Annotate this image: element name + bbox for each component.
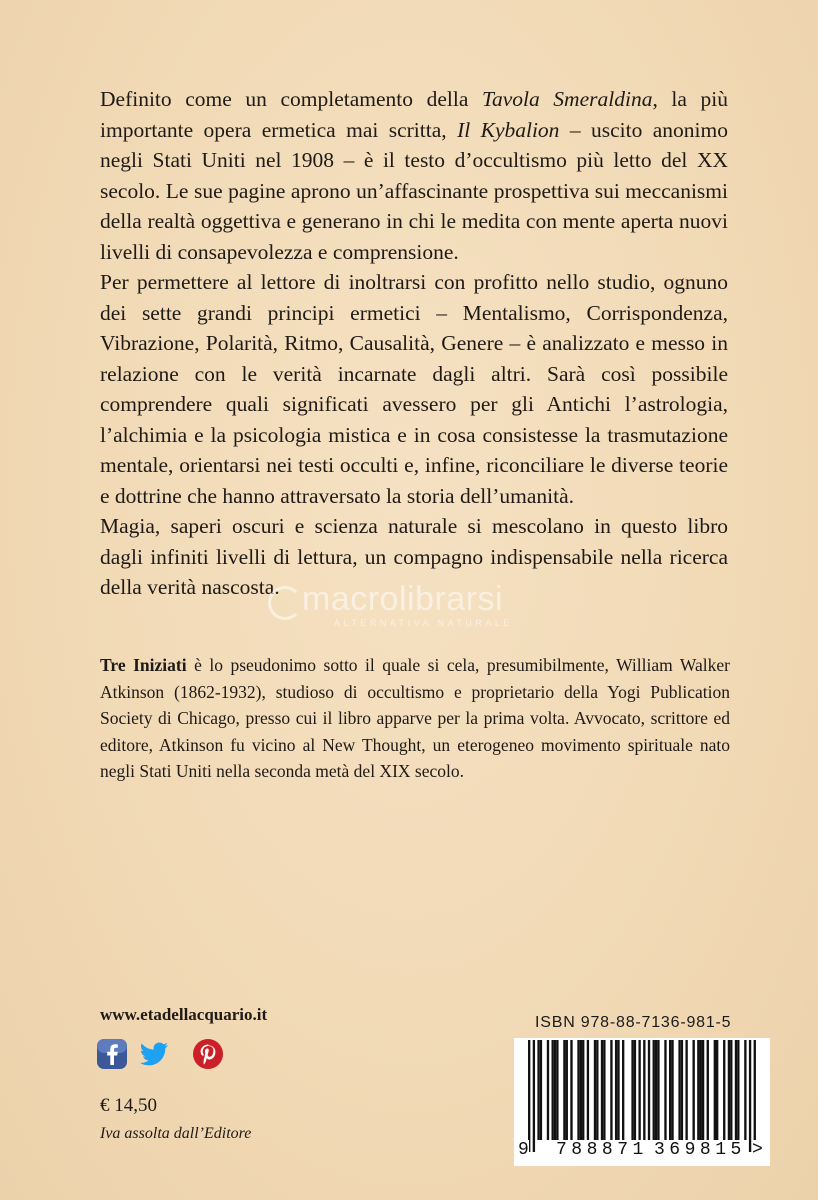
barcode-bar	[617, 1040, 619, 1140]
pinterest-icon[interactable]	[192, 1038, 224, 1070]
watermark-tagline: ALTERNATIVA NATURALE	[334, 618, 513, 628]
author-name: Tre Iniziati	[100, 655, 187, 675]
barcode-bar	[700, 1040, 702, 1140]
barcode-bar	[744, 1040, 746, 1140]
barcode-bars	[514, 1040, 770, 1152]
barcode-bar	[697, 1040, 699, 1140]
barcode-bar	[634, 1040, 636, 1140]
barcode-bar	[631, 1040, 633, 1140]
barcode-bar	[528, 1040, 530, 1152]
author-bio	[100, 652, 730, 785]
barcode-bar	[728, 1040, 730, 1140]
barcode-bar	[533, 1040, 535, 1152]
barcode-bar	[702, 1040, 704, 1140]
barcode-bar	[596, 1040, 598, 1140]
author-bio-text: è lo pseudonimo sotto il quale si cela, presumibilmente, William Walker Atkinson (1862-1932), studioso di occultismo e proprietario della Yogi Publication Society di Chicago, presso cui il libro apparve per la prima volta. Avvocato, scrittore ed editore, Atkinson fu vicino al New Thought, un eterogeneo movimento spirituale nato negli Stati Uniti nella seconda metà del XIX secolo.	[100, 655, 730, 781]
blurb-paragraph-2: Per permettere al lettore di inoltrarsi con profitto nello studio, ognuno dei sette grandi principi ermetici – Mentalismo, Corrispondenza, Vibrazione, Polarità, Ritmo, Causalità, Genere – è analizzato e messo in relazione con le verità incarnate dagli altri. Sarà così possibile comprendere quali significati avessero per gli Antichi l’astrologia, l’alchimia e la psicologia mistica e in cosa consistesse la trasmutazione mentale, orientarsi nei testi occulti e, infine, riconciliare le diverse teorie e dottrine che hanno attraversato la storia dell’umanità.	[100, 270, 728, 508]
facebook-icon[interactable]	[96, 1038, 128, 1070]
barcode-bar	[749, 1040, 751, 1152]
barcode-bar	[570, 1040, 572, 1140]
barcode-bar	[615, 1040, 617, 1140]
barcode-bar	[537, 1040, 539, 1140]
barcode-bar	[655, 1040, 657, 1140]
barcode-bar	[603, 1040, 605, 1140]
barcode-bar	[723, 1040, 725, 1140]
barcode-bar	[638, 1040, 640, 1152]
social-icons	[96, 1038, 236, 1072]
barcode-bar	[601, 1040, 603, 1140]
barcode-bar	[669, 1040, 671, 1140]
book-blurb	[100, 84, 728, 603]
barcode-bar	[547, 1040, 549, 1140]
isbn-number: ISBN 978-88-7136-981-5	[535, 1014, 732, 1031]
barcode-bar	[540, 1040, 542, 1140]
barcode-bar	[657, 1040, 659, 1140]
barcode-bar	[563, 1040, 565, 1140]
barcode-bar	[552, 1040, 554, 1140]
barcode-digits-right: 369815	[654, 1140, 746, 1160]
title-il-kybalion: Il Kybalion	[457, 117, 560, 142]
barcode-bar	[693, 1040, 695, 1140]
publisher-website-link[interactable]: www.etadellacquario.it	[100, 1005, 268, 1024]
barcode-bar	[716, 1040, 718, 1140]
barcode-digits-left: 788871	[556, 1140, 648, 1160]
barcode-bar	[566, 1040, 568, 1140]
barcode-bar	[577, 1040, 579, 1140]
barcode-bar	[587, 1040, 589, 1140]
barcode-bar	[556, 1040, 558, 1140]
barcode-bar	[653, 1040, 655, 1140]
price: € 14,50	[100, 1095, 157, 1116]
barcode-bar	[622, 1040, 624, 1140]
blurb-paragraph-3: Magia, saperi oscuri e scienza naturale si mescolano in questo libro dagli infiniti livelli di lettura, un compagno indispensabile nella ricerca della verità nascosta.	[100, 514, 728, 599]
barcode-bar	[610, 1040, 612, 1140]
barcode-bar	[754, 1040, 756, 1152]
barcode-bar	[580, 1040, 582, 1140]
blurb-paragraph-1: Definito come un completamento della Tavola Smeraldina, la più importante opera ermetica mai scritta, Il Kybalion – uscito anonimo negli Stati Uniti nel 1908 – è il testo d’occultismo più letto del XX secolo. Le sue pagine aprono un’affascinante prospettiva sui meccanismi della realtà oggettiva e generano in chi le medita con mente aperta nuovi livelli di consapevolezza e comprensione.	[100, 87, 728, 264]
vat-note: Iva assolta dall’Editore	[100, 1125, 252, 1142]
barcode-bar	[707, 1040, 709, 1140]
barcode-end-mark: >	[752, 1140, 763, 1160]
barcode-bar	[648, 1040, 650, 1140]
barcode-bar	[594, 1040, 596, 1140]
barcode-bar	[643, 1040, 645, 1152]
barcode-bar	[730, 1040, 732, 1140]
barcode-bar	[678, 1040, 680, 1140]
barcode-bar	[671, 1040, 673, 1140]
barcode-bar	[735, 1040, 737, 1140]
barcode-digit-first: 9	[518, 1140, 529, 1160]
twitter-icon[interactable]	[138, 1038, 170, 1070]
barcode-bar	[582, 1040, 584, 1140]
barcode-digits	[514, 1140, 770, 1164]
barcode-bar	[664, 1040, 666, 1140]
barcode-bar	[554, 1040, 556, 1140]
barcode-bar	[714, 1040, 716, 1140]
watermark-name: macrolibrarsi	[302, 580, 504, 618]
barcode-bar	[737, 1040, 739, 1140]
barcode-bar	[681, 1040, 683, 1140]
barcode-bar	[685, 1040, 687, 1140]
title-tavola-smeraldina: Tavola Smeraldina	[481, 87, 653, 111]
